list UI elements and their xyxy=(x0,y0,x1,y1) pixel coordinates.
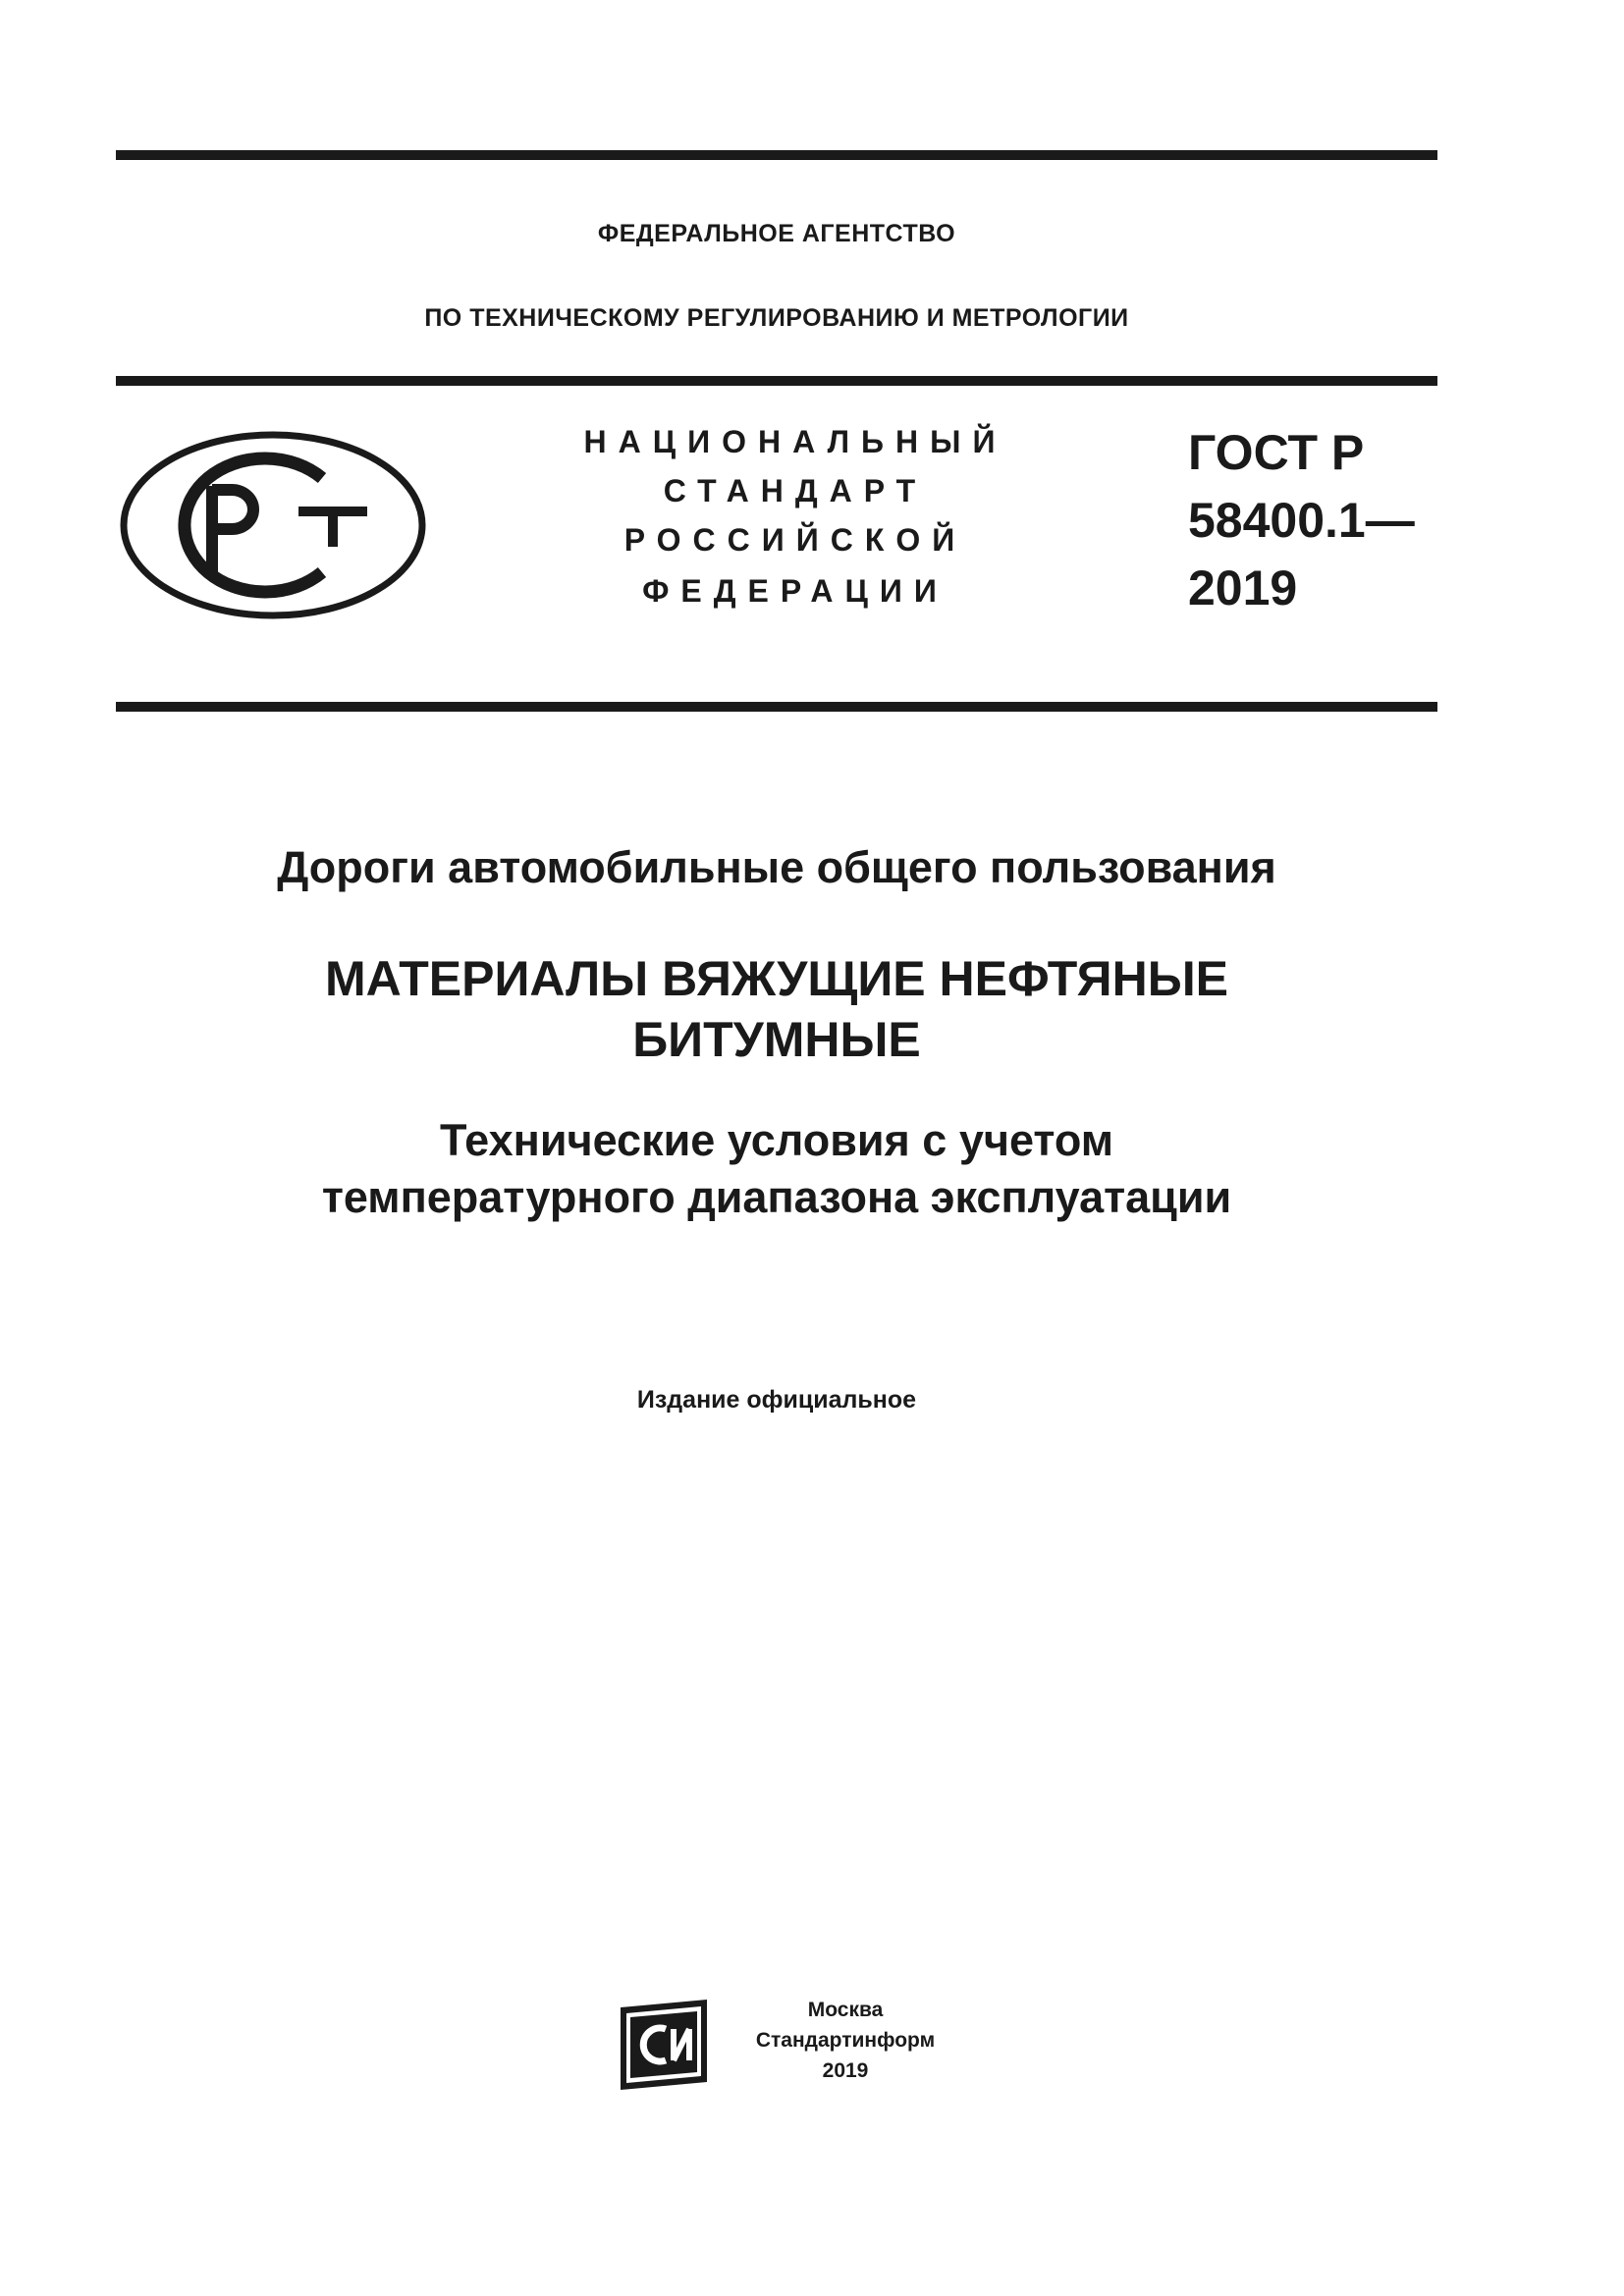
publisher-name: Стандартинформ xyxy=(755,2029,936,2052)
title-main-line-1: МАТЕРИАЛЫ ВЯЖУЩИЕ НЕФТЯНЫЕ xyxy=(324,951,1229,1006)
standard-type-line-1: НАЦИОНАЛЬНЫЙ xyxy=(583,424,1007,459)
standartinform-logo-icon xyxy=(615,1996,713,2094)
title-subject: Дороги автомобильные общего пользования xyxy=(277,842,1276,892)
designation-line-2: 58400.1— xyxy=(1188,493,1415,548)
title-sub-line-2: температурного диапазона эксплуатации xyxy=(321,1172,1232,1222)
agency-line-1: ФЕДЕРАЛЬНОЕ АГЕНТСТВО xyxy=(597,220,956,247)
edition-label: Издание официальное xyxy=(636,1386,917,1414)
agency-line-2: ПО ТЕХНИЧЕСКОМУ РЕГУЛИРОВАНИЮ И МЕТРОЛОГИИ xyxy=(424,304,1129,332)
top-rule xyxy=(116,150,1437,160)
title-main-line-2: БИТУМНЫЕ xyxy=(632,1012,921,1067)
designation-line-3: 2019 xyxy=(1188,561,1298,615)
publisher-year: 2019 xyxy=(822,2059,869,2082)
publisher-city: Москва xyxy=(807,1999,884,2021)
rst-logo-icon xyxy=(116,427,430,623)
designation-line-1: ГОСТ Р xyxy=(1188,425,1365,480)
standard-type-line-3: РОССИЙСКОЙ xyxy=(623,522,967,558)
header-bottom-rule xyxy=(116,702,1437,712)
header-rule xyxy=(116,376,1437,386)
standard-type-line-2: СТАНДАРТ xyxy=(663,473,928,508)
standard-type-line-4: ФЕДЕРАЦИИ xyxy=(642,573,948,609)
title-sub-line-1: Технические условия с учетом xyxy=(439,1115,1114,1165)
